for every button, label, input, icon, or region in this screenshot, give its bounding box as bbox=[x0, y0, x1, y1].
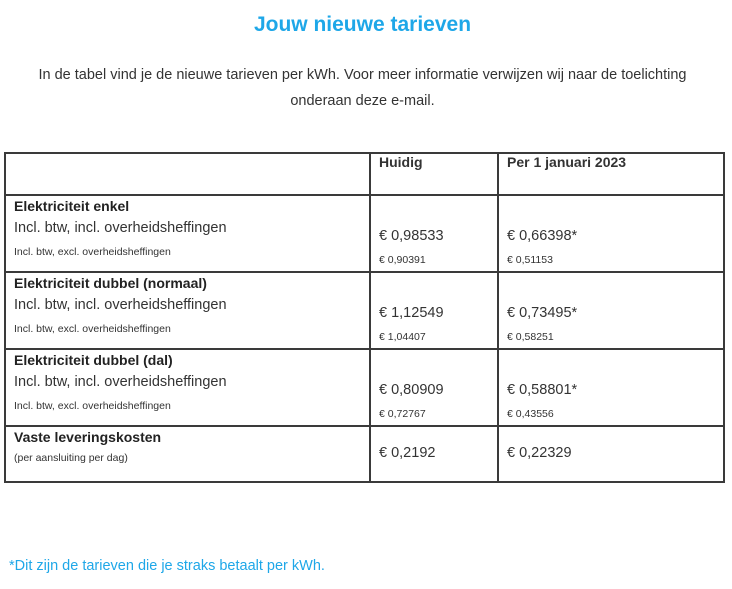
current-excl: € 0,90391 bbox=[379, 254, 426, 266]
new-incl: € 0,58801* bbox=[507, 382, 578, 398]
row-title: Elektriciteit dubbel (dal) bbox=[14, 352, 173, 368]
row-title: Vaste leveringskosten bbox=[14, 429, 162, 445]
header-new: Per 1 januari 2023 bbox=[498, 153, 724, 195]
tariffs-table bbox=[4, 152, 725, 483]
row-line-incl: Incl. btw, incl. overheidsheffingen bbox=[14, 297, 227, 313]
new-incl: € 0,73495* bbox=[507, 305, 578, 321]
current-excl: € 0,72767 bbox=[379, 408, 426, 420]
page-title: Jouw nieuwe tarieven bbox=[253, 13, 472, 36]
table-row bbox=[5, 349, 724, 426]
table-row bbox=[5, 195, 724, 272]
new-cell bbox=[498, 426, 724, 482]
current-incl: € 0,80909 bbox=[379, 382, 444, 398]
current-value: € 0,2192 bbox=[379, 445, 436, 461]
row-line-excl: Incl. btw, excl. overheidsheffingen bbox=[14, 323, 171, 335]
current-excl: € 1,04407 bbox=[379, 331, 426, 343]
table-row bbox=[5, 272, 724, 349]
row-title: Elektriciteit dubbel (normaal) bbox=[14, 275, 207, 291]
row-label-cell bbox=[5, 349, 370, 426]
intro-text: In de tabel vind je de nieuwe tarieven per kWh. Voor meer informatie verwijzen wij naar de toelichting onderaan deze e-mail. bbox=[38, 67, 687, 109]
current-cell bbox=[370, 426, 498, 482]
current-incl: € 1,12549 bbox=[379, 305, 444, 321]
row-line-incl: Incl. btw, incl. overheidsheffingen bbox=[14, 220, 227, 236]
new-excl: € 0,58251 bbox=[507, 331, 554, 343]
row-note: (per aansluiting per dag) bbox=[14, 452, 128, 464]
new-cell bbox=[498, 272, 724, 349]
new-cell bbox=[498, 195, 724, 272]
current-cell bbox=[370, 272, 498, 349]
new-value: € 0,22329 bbox=[507, 445, 572, 461]
row-label-cell bbox=[5, 426, 370, 482]
header-empty bbox=[5, 153, 370, 195]
footnote: *Dit zijn de tarieven die je straks betaalt per kWh. bbox=[9, 558, 325, 574]
table-row bbox=[5, 426, 724, 482]
table-header-row bbox=[5, 153, 724, 195]
new-incl: € 0,66398* bbox=[507, 228, 578, 244]
new-excl: € 0,51153 bbox=[507, 254, 553, 266]
row-line-excl: Incl. btw, excl. overheidsheffingen bbox=[14, 246, 171, 258]
current-incl: € 0,98533 bbox=[379, 228, 444, 244]
new-excl: € 0,43556 bbox=[507, 408, 554, 420]
row-line-incl: Incl. btw, incl. overheidsheffingen bbox=[14, 374, 227, 390]
header-current: Huidig bbox=[370, 153, 498, 195]
new-cell bbox=[498, 349, 724, 426]
row-title: Elektriciteit enkel bbox=[14, 198, 130, 214]
row-line-excl: Incl. btw, excl. overheidsheffingen bbox=[14, 400, 171, 412]
current-cell bbox=[370, 195, 498, 272]
row-label-cell bbox=[5, 195, 370, 272]
current-cell bbox=[370, 349, 498, 426]
row-label-cell bbox=[5, 272, 370, 349]
